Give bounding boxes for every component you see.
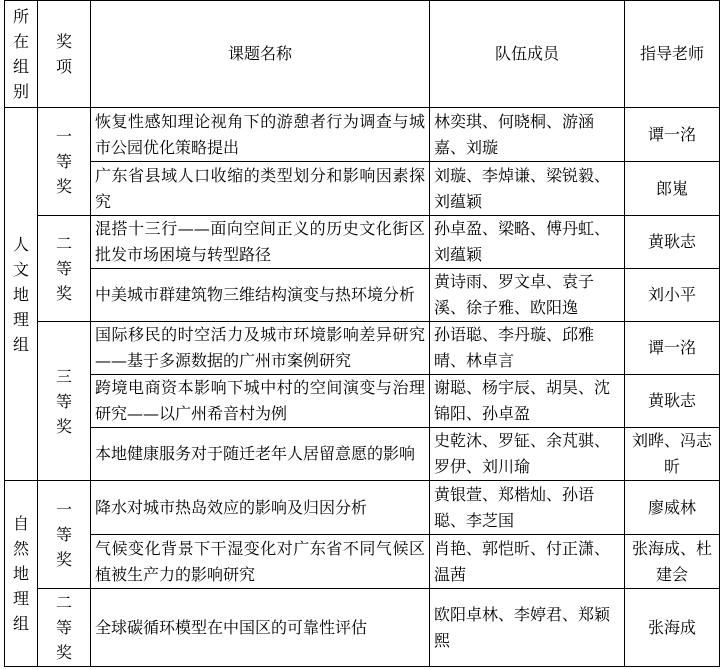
project-members: 孙语聪、李丹璇、邱雅晴、林卓言: [430, 322, 625, 375]
header-group: [5, 1, 38, 108]
award-cell: [38, 108, 91, 216]
project-members: 欧阳卓林、李婷君、郑颖熙: [430, 589, 625, 667]
header-members: 队伍成员: [430, 1, 625, 108]
award-cell: [38, 216, 91, 322]
project-title: 混搭十三行——面向空间正义的历史文化街区批发市场困境与转型路径: [91, 216, 430, 269]
table-row: [5, 108, 720, 162]
project-advisor: 张海成: [625, 589, 720, 667]
table-row: [5, 216, 720, 269]
project-title: 中美城市群建筑物三维结构演变与热环境分析: [91, 269, 430, 322]
header-group-text: 所在组别: [13, 7, 30, 101]
table-row: [5, 375, 720, 428]
project-title: 恢复性感知理论视角下的游憩者行为调查与城市公园优化策略提出: [91, 108, 430, 162]
project-advisor: 廖威林: [625, 481, 720, 535]
project-title: 降水对城市热岛效应的影响及归因分析: [91, 481, 430, 535]
award-level: 一等奖: [56, 500, 73, 569]
awards-table: [4, 0, 720, 667]
project-title: 跨境电商资本影响下城中村的空间演变与治理研究——以广州希音村为例: [91, 375, 430, 428]
table-row: [5, 481, 720, 535]
group-name: 人文地理组: [13, 234, 30, 354]
award-level: 三等奖: [56, 366, 73, 436]
project-members: 谢聪、杨宇辰、胡昊、沈锦阳、孙卓盈: [430, 375, 625, 428]
project-members: 林奕琪、何晓桐、游涵嘉、刘璇: [430, 108, 625, 162]
project-advisor: 谭一洺: [625, 108, 720, 162]
project-members: 孙卓盈、梁略、傅丹虹、刘蕴颖: [430, 216, 625, 269]
project-members: 黄银萱、郑楷灿、孙语聪、李芝国: [430, 481, 625, 535]
project-title: 气候变化背景下干湿变化对广东省不同气候区植被生产力的影响研究: [91, 535, 430, 589]
group-name: 自然地理组: [13, 514, 30, 633]
project-members: 黄诗雨、罗文卓、袁子溪、徐子雅、欧阳逸: [430, 269, 625, 322]
project-advisor: 黄耿志: [625, 375, 720, 428]
header-title: 课题名称: [91, 1, 430, 108]
project-advisor: 郎嵬: [625, 162, 720, 216]
group-cell: [5, 481, 38, 667]
project-members: 刘璇、李焯谦、梁锐毅、刘蕴颖: [430, 162, 625, 216]
award-cell: [38, 322, 91, 481]
table-row: [5, 162, 720, 216]
header-award-text: 奖项: [56, 32, 73, 76]
table-row: [5, 269, 720, 322]
award-level: 二等奖: [56, 593, 73, 662]
award-level: 一等奖: [56, 127, 73, 196]
table-row: [5, 428, 720, 481]
project-title: 全球碳循环模型在中国区的可靠性评估: [91, 589, 430, 667]
project-advisor: 谭一洺: [625, 322, 720, 375]
project-title: 广东省县域人口收缩的类型划分和影响因素探究: [91, 162, 430, 216]
project-title: 国际移民的时空活力及城市环境影响差异研究——基于多源数据的广州市案例研究: [91, 322, 430, 375]
award-cell: [38, 481, 91, 589]
project-advisor: 刘小平: [625, 269, 720, 322]
project-title: 本地健康服务对于随迁老年人居留意愿的影响: [91, 428, 430, 481]
award-cell: [38, 589, 91, 667]
group-cell: [5, 108, 38, 481]
project-members: 史乾沐、罗钲、余芃骐、罗伊、刘川瑜: [430, 428, 625, 481]
table-row: [5, 322, 720, 375]
project-advisor: 黄耿志: [625, 216, 720, 269]
table-row: [5, 535, 720, 589]
project-members: 肖艳、郭恺昕、付正潇、温茜: [430, 535, 625, 589]
header-row: [5, 1, 720, 108]
header-advisor: 指导老师: [625, 1, 720, 108]
header-award: [38, 1, 91, 108]
project-advisor: 张海成、杜建会: [625, 535, 720, 589]
table-row: [5, 589, 720, 667]
project-advisor: 刘晔、冯志昕: [625, 428, 720, 481]
award-level: 二等奖: [56, 234, 73, 303]
